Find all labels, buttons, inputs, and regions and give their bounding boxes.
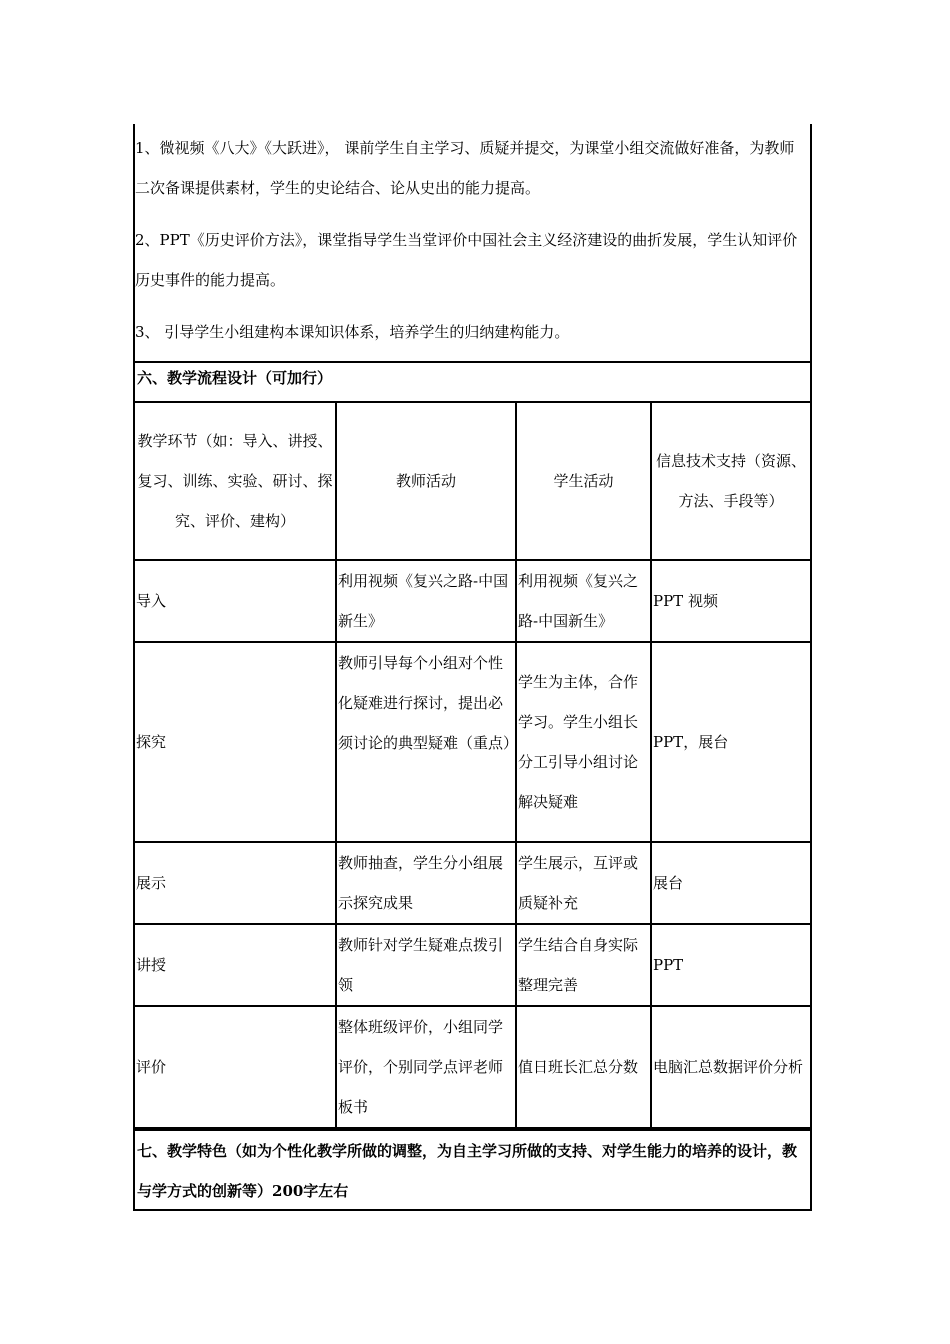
teacher-activity-cell: 教师针对学生疑难点拨引领 bbox=[336, 924, 516, 1006]
it-support-cell: PPT，展台 bbox=[651, 642, 810, 842]
table-header-row bbox=[135, 403, 810, 560]
student-activity-cell: 学生为主体，合作学习。学生小组长分工引导小组讨论解决疑难 bbox=[516, 642, 651, 842]
it-support-cell: 电脑汇总数据评价分析 bbox=[651, 1006, 810, 1128]
teaching-flow-table bbox=[135, 403, 810, 1129]
it-support-cell: 展台 bbox=[651, 842, 810, 924]
it-support-cell: PPT 视频 bbox=[651, 560, 810, 642]
student-activity-cell: 学生展示，互评或质疑补充 bbox=[516, 842, 651, 924]
section-7-heading: 七、教学特色（如为个性化教学所做的调整，为自主学习所做的支持、对学生能力的培养的设计，教与学方式的创新等）200字左右 bbox=[135, 1129, 810, 1209]
table-row bbox=[135, 560, 810, 642]
tech-usage-section bbox=[135, 124, 810, 363]
student-activity-cell: 利用视频《复兴之路-中国新生》 bbox=[516, 560, 651, 642]
header-it-support: 信息技术支持（资源、方法、手段等） bbox=[651, 403, 810, 560]
intro-item-3: 3、 引导学生小组建构本课知识体系，培养学生的归纳建构能力。 bbox=[135, 323, 570, 341]
intro-item-1: 1、微视频《八大》《大跃进》， 课前学生自主学习、质疑并提交，为课堂小组交流做好准备，为教师二次备课提供素材，学生的史论结合、论从史出的能力提高。 bbox=[135, 139, 795, 197]
table-row bbox=[135, 642, 810, 842]
stage-cell: 讲授 bbox=[135, 924, 336, 1006]
student-activity-cell: 学生结合自身实际整理完善 bbox=[516, 924, 651, 1006]
table-row bbox=[135, 924, 810, 1006]
stage-cell: 展示 bbox=[135, 842, 336, 924]
header-teacher-activity: 教师活动 bbox=[336, 403, 516, 560]
stage-cell: 评价 bbox=[135, 1006, 336, 1128]
stage-cell: 探究 bbox=[135, 642, 336, 842]
it-support-cell: PPT bbox=[651, 924, 810, 1006]
stage-cell: 导入 bbox=[135, 560, 336, 642]
student-activity-cell: 值日班长汇总分数 bbox=[516, 1006, 651, 1128]
lesson-plan-table bbox=[133, 124, 812, 1211]
teacher-activity-cell: 整体班级评价，小组同学评价，个别同学点评老师板书 bbox=[336, 1006, 516, 1128]
intro-item-2: 2、PPT《历史评价方法》，课堂指导学生当堂评价中国社会主义经济建设的曲折发展，学生认知评价历史事件的能力提高。 bbox=[135, 231, 798, 289]
section-6-heading: 六、教学流程设计（可加行） bbox=[135, 363, 810, 403]
teacher-activity-cell: 教师引导每个小组对个性化疑难进行探讨，提出必须讨论的典型疑难（重点） bbox=[336, 642, 516, 842]
table-row bbox=[135, 1006, 810, 1128]
teacher-activity-cell: 教师抽查，学生分小组展示探究成果 bbox=[336, 842, 516, 924]
header-stage: 教学环节（如：导入、讲授、复习、训练、实验、研讨、探究、评价、建构） bbox=[135, 403, 336, 560]
header-student-activity: 学生活动 bbox=[516, 403, 651, 560]
teacher-activity-cell: 利用视频《复兴之路-中国新生》 bbox=[336, 560, 516, 642]
table-row bbox=[135, 842, 810, 924]
